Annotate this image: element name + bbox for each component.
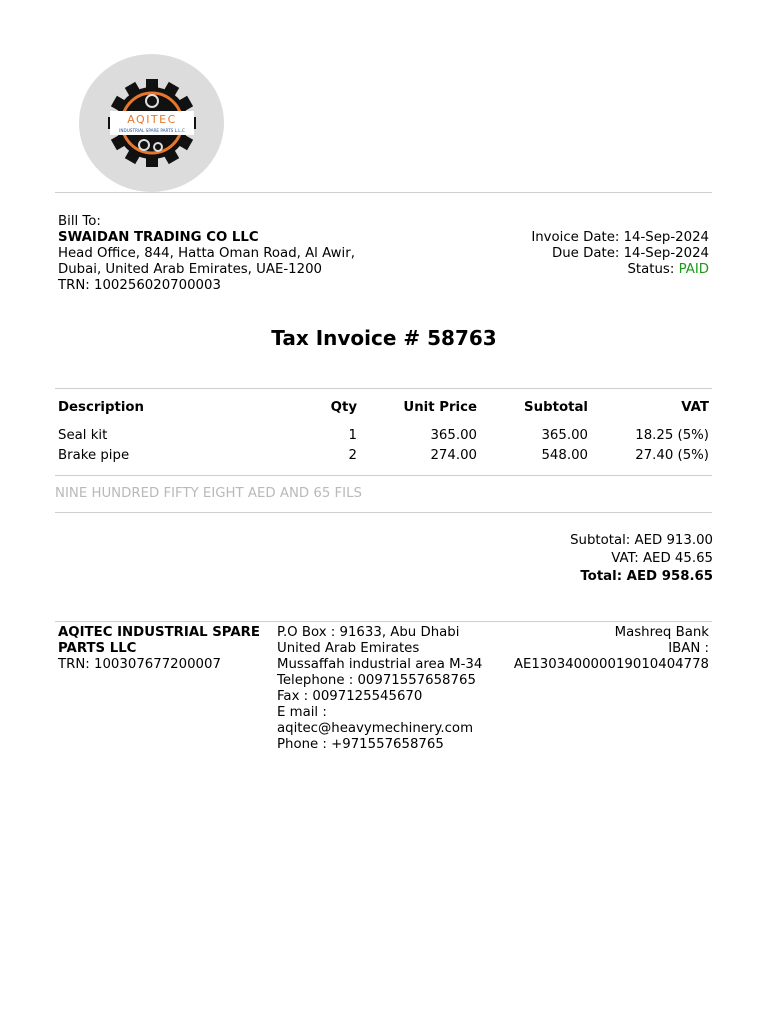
status-label: Status:: [627, 262, 679, 277]
logo-brand-text: AQITEC: [127, 113, 177, 126]
footer-fax: Fax : 0097125545670: [277, 689, 423, 704]
row-qty: 2: [348, 448, 357, 463]
totals-block: [570, 532, 713, 586]
iban-label: IBAN :: [668, 641, 709, 656]
iban-number: AE130340000019010404778: [513, 657, 709, 672]
footer-company: [58, 625, 260, 673]
footer-phone: Phone : +971557658765: [277, 737, 444, 752]
footer-address-line: United Arab Emirates: [277, 641, 420, 656]
status-line: [531, 262, 709, 278]
customer-name: SWAIDAN TRADING CO LLC: [58, 230, 259, 245]
page-title: Tax Invoice # 58763: [271, 326, 497, 350]
row-unit-price: 274.00: [430, 448, 477, 463]
due-date: Due Date: 14-Sep-2024: [552, 246, 709, 261]
table-bottom-divider: [55, 475, 712, 476]
bill-to-block: [58, 214, 355, 294]
table-row: [55, 426, 712, 446]
footer-company-name-line1: AQITEC INDUSTRIAL SPARE: [58, 625, 260, 640]
subtotal-line: Subtotal: AED 913.00: [570, 533, 713, 548]
row-unit-price: 365.00: [430, 428, 477, 443]
header-divider: [55, 192, 712, 193]
footer-address-line: P.O Box : 91633, Abu Dhabi: [277, 625, 460, 640]
footer-telephone: Telephone : 00971557658765: [277, 673, 476, 688]
table-row: [55, 446, 712, 466]
footer-divider: [55, 621, 712, 622]
table-header-row: [55, 398, 712, 426]
invoice-meta: [531, 230, 709, 278]
row-description: Seal kit: [58, 428, 108, 443]
bank-name: Mashreq Bank: [614, 625, 709, 640]
logo-tagline-text: INDUSTRIAL SPARE PARTS L.L.C: [119, 128, 185, 133]
row-vat: 27.40 (5%): [635, 448, 709, 463]
gear-logo-icon: [79, 54, 224, 192]
status-badge: PAID: [678, 262, 709, 277]
header-subtotal: Subtotal: [524, 400, 588, 415]
footer-email-label: E mail :: [277, 705, 327, 720]
row-description: Brake pipe: [58, 448, 130, 463]
customer-address-line1: Head Office, 844, Hatta Oman Road, Al Awir,: [58, 246, 355, 261]
row-vat: 18.25 (5%): [635, 428, 709, 443]
footer-address-line: Mussaffah industrial area M-34: [277, 657, 483, 672]
table-top-divider: [55, 388, 712, 389]
row-subtotal: 548.00: [541, 448, 588, 463]
header-description: Description: [58, 400, 145, 415]
customer-address-line2: Dubai, United Arab Emirates, UAE-1200: [58, 262, 323, 277]
words-divider: [55, 512, 712, 513]
invoice-date: Invoice Date: 14-Sep-2024: [531, 230, 709, 245]
footer-company-name-line2: PARTS LLC: [58, 641, 137, 656]
customer-trn: TRN: 100256020700003: [58, 278, 221, 293]
header-vat: VAT: [681, 400, 709, 415]
total-line: Total: AED 958.65: [580, 569, 713, 584]
row-qty: 1: [348, 428, 357, 443]
footer-company-trn: TRN: 100307677200007: [58, 657, 221, 672]
vat-line: VAT: AED 45.65: [611, 551, 713, 566]
items-table: [55, 398, 712, 466]
bill-to-label: Bill To:: [58, 214, 101, 229]
header-unit-price: Unit Price: [403, 400, 477, 415]
amount-in-words: NINE HUNDRED FIFTY EIGHT AED AND 65 FILS: [55, 486, 362, 501]
header-qty: Qty: [330, 400, 357, 415]
footer-email-link[interactable]: aqitec@heavymechinery.com: [277, 721, 474, 736]
row-subtotal: 365.00: [541, 428, 588, 443]
footer-address: [277, 625, 482, 753]
footer-bank: [514, 625, 709, 673]
company-logo: [79, 54, 224, 192]
